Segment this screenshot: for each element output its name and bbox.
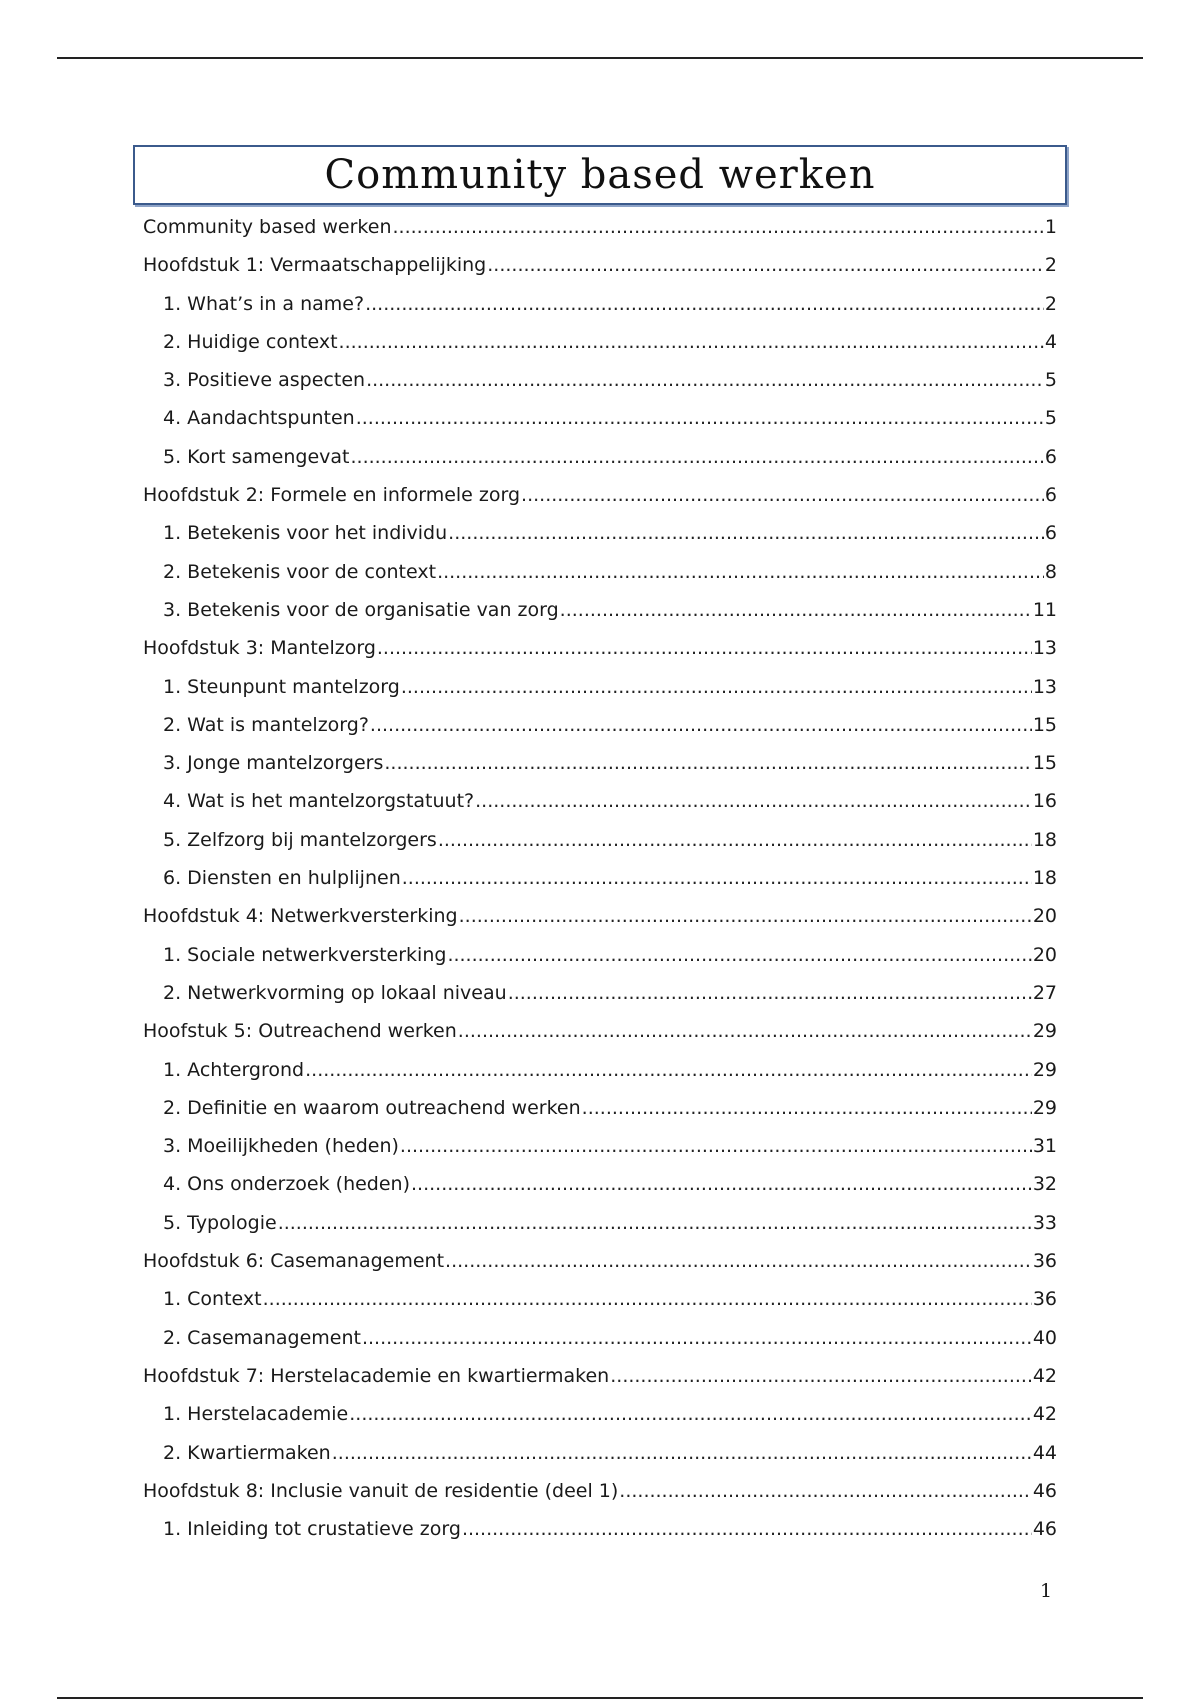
toc-entry-label: Hoofdstuk 3: Mantelzorg [143,637,376,660]
toc-entry-label: 2. Casemanagement [163,1326,361,1349]
toc-leader-dots [305,1051,1032,1089]
toc-leader-dots [438,821,1032,859]
toc-leader-dots [278,1204,1032,1242]
toc-leader-dots [402,859,1032,897]
toc-entry-page: 29 [1032,1058,1057,1081]
toc-entry[interactable] [143,285,1057,323]
toc-entry-page: 11 [1032,598,1057,621]
toc-leader-dots [349,1395,1032,1433]
toc-entry-label: Hoofdstuk 2: Formele en informele zorg [143,484,521,507]
toc-entry-page: 42 [1032,1364,1057,1387]
toc-entry-page: 16 [1032,790,1057,813]
toc-leader-dots [339,323,1044,361]
toc-entry-page: 40 [1032,1326,1057,1349]
toc-entry-page: 6 [1044,484,1057,507]
table-of-contents [143,208,1057,1548]
toc-leader-dots [437,553,1044,591]
toc-entry[interactable] [143,897,1057,935]
toc-leader-dots [459,897,1032,935]
toc-entry-page: 46 [1032,1518,1057,1541]
toc-entry-page: 33 [1032,1211,1057,1234]
toc-entry[interactable] [143,246,1057,284]
toc-entry-label: 2. Betekenis voor de context [163,560,437,583]
toc-entry[interactable] [143,1165,1057,1203]
toc-entry[interactable] [143,1242,1057,1280]
toc-entry-label: 4. Ons onderzoek (heden) [163,1173,411,1196]
toc-leader-dots [475,782,1032,820]
toc-entry-label: 1. What’s in a name? [163,292,365,315]
toc-leader-dots [356,399,1044,437]
toc-entry[interactable] [143,399,1057,437]
toc-entry[interactable] [143,629,1057,667]
toc-entry-label: 2. Kwartiermaken [163,1441,331,1464]
toc-leader-dots [370,706,1032,744]
toc-leader-dots [610,1357,1032,1395]
toc-entry[interactable] [143,936,1057,974]
toc-entry[interactable] [143,361,1057,399]
toc-entry-label: 2. Definitie en waarom outreachend werken [163,1096,581,1119]
toc-entry[interactable] [143,1127,1057,1165]
toc-entry[interactable] [143,1051,1057,1089]
toc-entry[interactable] [143,1510,1057,1548]
toc-entry[interactable] [143,782,1057,820]
toc-leader-dots [458,1012,1032,1050]
toc-entry-label: Hoofstuk 5: Outreachend werken [143,1020,457,1043]
toc-entry-label: 1. Steunpunt mantelzorg [163,675,400,698]
toc-entry[interactable] [143,974,1057,1012]
toc-entry-page: 29 [1032,1096,1057,1119]
toc-entry-label: 1. Inleiding tot crustatieve zorg [163,1518,461,1541]
toc-leader-dots [411,1165,1032,1203]
toc-leader-dots [393,208,1044,246]
toc-entry-page: 15 [1032,713,1057,736]
toc-entry-label: Hoofdstuk 7: Herstelacademie en kwartiermaken [143,1364,610,1387]
toc-entry[interactable] [143,438,1057,476]
toc-entry-page: 6 [1044,522,1057,545]
toc-entry-page: 20 [1032,905,1057,928]
title-box [133,145,1067,205]
toc-entry[interactable] [143,1319,1057,1357]
toc-entry-label: Hoofdstuk 6: Casemanagement [143,1250,445,1273]
toc-entry-label: 3. Moeilijkheden (heden) [163,1135,399,1158]
toc-entry-label: 4. Aandachtspunten [163,407,355,430]
toc-entry-page: 13 [1032,637,1057,660]
toc-leader-dots [447,936,1031,974]
toc-entry-label: 1. Context [163,1288,262,1311]
page-number: 1 [1040,1580,1053,1602]
toc-entry[interactable] [143,591,1057,629]
toc-entry-label: 3. Betekenis voor de organisatie van zorg [163,598,559,621]
toc-entry-page: 31 [1032,1135,1057,1158]
toc-leader-dots [332,1434,1032,1472]
toc-entry-label: 1. Achtergrond [163,1058,305,1081]
toc-entry[interactable] [143,744,1057,782]
toc-leader-dots [560,591,1032,629]
toc-entry-label: 6. Diensten en hulplijnen [163,867,401,890]
toc-entry[interactable] [143,553,1057,591]
toc-entry-page: 27 [1032,981,1057,1004]
toc-leader-dots [350,438,1043,476]
toc-entry[interactable] [143,1012,1057,1050]
toc-entry[interactable] [143,1395,1057,1433]
toc-entry-page: 6 [1044,445,1057,468]
toc-entry[interactable] [143,1280,1057,1318]
toc-entry-page: 36 [1032,1250,1057,1273]
toc-entry-label: 3. Jonge mantelzorgers [163,752,384,775]
toc-entry-label: 5. Zelfzorg bij mantelzorgers [163,828,437,851]
toc-entry-label: 1. Sociale netwerkversterking [163,943,447,966]
toc-entry-page: 5 [1044,407,1057,430]
toc-entry-label: 3. Positieve aspecten [163,369,366,392]
toc-leader-dots [362,1319,1032,1357]
toc-entry[interactable] [143,323,1057,361]
toc-entry-label: Community based werken [143,216,392,238]
toc-entry[interactable] [143,476,1057,514]
toc-entry-label: Hoofdstuk 8: Inclusie vanuit de residentie (deel 1) [143,1479,619,1502]
toc-leader-dots [400,1127,1032,1165]
toc-entry-page: 5 [1044,369,1057,392]
toc-leader-dots [263,1280,1032,1318]
toc-entry-label: 1. Herstelacademie [163,1403,349,1426]
header-rule [57,57,1143,59]
toc-entry-page: 4 [1044,330,1057,353]
toc-leader-dots [384,744,1031,782]
toc-entry-page: 42 [1032,1403,1057,1426]
toc-leader-dots [377,629,1032,667]
toc-entry-label: 4. Wat is het mantelzorgstatuut? [163,790,475,813]
toc-entry-label: Hoofdstuk 4: Netwerkversterking [143,905,458,928]
toc-leader-dots [508,974,1032,1012]
toc-entry-label: 2. Netwerkvorming op lokaal niveau [163,981,507,1004]
toc-entry-page: 20 [1032,943,1057,966]
toc-entry-page: 18 [1032,867,1057,890]
toc-leader-dots [619,1472,1032,1510]
toc-entry-label: 5. Kort samengevat [163,445,350,468]
toc-leader-dots [445,1242,1032,1280]
toc-entry[interactable] [143,208,1057,246]
toc-entry[interactable] [143,514,1057,552]
toc-entry-page: 2 [1044,254,1057,277]
toc-entry[interactable] [143,706,1057,744]
toc-leader-dots [487,246,1044,284]
toc-entry[interactable] [143,1089,1057,1127]
toc-entry[interactable] [143,1472,1057,1510]
toc-leader-dots [448,514,1044,552]
toc-entry-label: 1. Betekenis voor het individu [163,522,448,545]
toc-entry-page: 1 [1044,216,1057,238]
footer-rule [57,1697,1143,1699]
toc-entry-page: 18 [1032,828,1057,851]
toc-entry-page: 2 [1044,292,1057,315]
toc-entry-page: 44 [1032,1441,1057,1464]
toc-leader-dots [401,668,1032,706]
toc-entry-label: 2. Huidige context [163,330,338,353]
toc-entry-page: 46 [1032,1479,1057,1502]
toc-entry[interactable] [143,668,1057,706]
toc-entry-page: 13 [1032,675,1057,698]
toc-leader-dots [462,1510,1032,1548]
toc-entry-label: 2. Wat is mantelzorg? [163,713,369,736]
toc-entry-page: 29 [1032,1020,1057,1043]
toc-leader-dots [521,476,1044,514]
toc-entry-page: 32 [1032,1173,1057,1196]
toc-entry[interactable] [143,1434,1057,1472]
toc-entry-page: 36 [1032,1288,1057,1311]
toc-entry[interactable] [143,859,1057,897]
toc-leader-dots [366,361,1044,399]
toc-leader-dots [365,285,1044,323]
toc-entry[interactable] [143,1204,1057,1242]
toc-entry[interactable] [143,1357,1057,1395]
toc-entry[interactable] [143,821,1057,859]
toc-entry-label: 5. Typologie [163,1211,277,1234]
toc-leader-dots [582,1089,1032,1127]
document-title: Community based werken [324,152,876,198]
toc-entry-page: 8 [1044,560,1057,583]
toc-entry-label: Hoofdstuk 1: Vermaatschappelijking [143,254,487,277]
toc-entry-page: 15 [1032,752,1057,775]
